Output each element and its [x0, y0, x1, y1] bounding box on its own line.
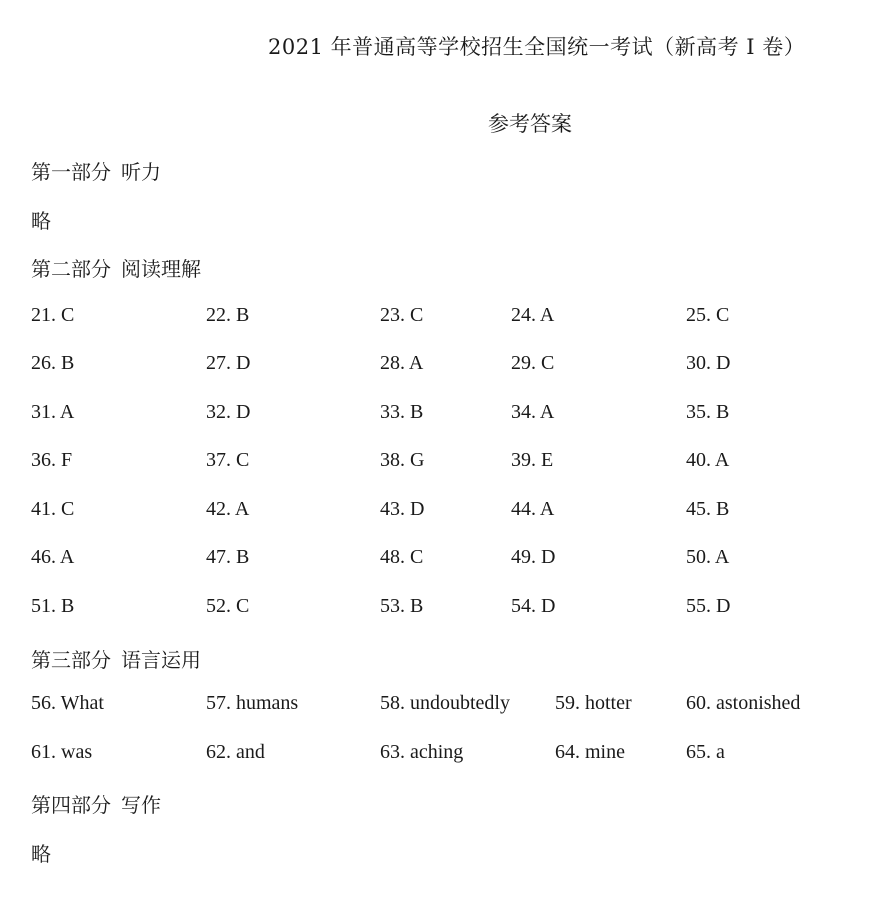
answer-item: 54. D: [511, 595, 556, 617]
answer-item: 25. C: [686, 304, 730, 326]
answer-item: 37. C: [206, 449, 250, 471]
answer-item: 56. What: [31, 692, 104, 714]
document-subtitle: 参考答案: [488, 112, 572, 136]
answer-item: 61. was: [31, 741, 93, 763]
answer-row: [0, 401, 889, 431]
section-content-omitted: 略: [31, 209, 51, 233]
answer-item: 49. D: [511, 546, 556, 568]
section-name: 听力: [121, 160, 161, 184]
section-heading-language-use: [31, 644, 201, 673]
answer-item: 32. D: [206, 401, 251, 423]
answer-item: 28. A: [380, 352, 424, 374]
answer-item: 57. humans: [206, 692, 299, 714]
answer-item: 40. A: [686, 449, 730, 471]
answer-item: 30. D: [686, 352, 731, 374]
answer-row: [0, 546, 889, 576]
answer-item: 65. a: [686, 741, 725, 763]
section-name: 写作: [121, 793, 161, 817]
section-label: 第三部分: [31, 648, 111, 672]
section-heading-reading: [31, 253, 201, 282]
answer-item: 41. C: [31, 498, 75, 520]
answer-item: 55. D: [686, 595, 731, 617]
section-label: 第一部分: [31, 160, 111, 184]
document-title: 2021 年普通高等学校招生全国统一考试（新高考 I 卷）: [268, 35, 806, 59]
section-name: 语言运用: [121, 648, 201, 672]
answer-row: [0, 449, 889, 479]
answer-item: 60. astonished: [686, 692, 801, 714]
answer-item: 64. mine: [555, 741, 625, 763]
answer-item: 31. A: [31, 401, 75, 423]
answer-item: 50. A: [686, 546, 730, 568]
answer-row: [0, 304, 889, 334]
answer-item: 63. aching: [380, 741, 464, 763]
answer-item: 48. C: [380, 546, 424, 568]
answer-row: [0, 352, 889, 382]
answer-item: 62. and: [206, 741, 265, 763]
answer-item: 24. A: [511, 304, 555, 326]
section-label: 第四部分: [31, 793, 111, 817]
answer-item: 52. C: [206, 595, 250, 617]
section-heading-listening: [31, 156, 161, 185]
answer-row: [0, 498, 889, 528]
section-label: 第二部分: [31, 257, 111, 281]
answer-item: 33. B: [380, 401, 424, 423]
section-name: 阅读理解: [121, 257, 201, 281]
section-content-omitted: 略: [31, 842, 51, 866]
answer-item: 23. C: [380, 304, 424, 326]
answer-item: 39. E: [511, 449, 554, 471]
answer-item: 38. G: [380, 449, 425, 471]
answer-item: 35. B: [686, 401, 730, 423]
answer-row: [0, 741, 889, 771]
answer-item: 21. C: [31, 304, 75, 326]
answer-item: 22. B: [206, 304, 250, 326]
answer-item: 27. D: [206, 352, 251, 374]
answer-row: [0, 595, 889, 625]
answer-item: 58. undoubtedly: [380, 692, 510, 714]
answer-row: [0, 692, 889, 722]
answer-item: 53. B: [380, 595, 424, 617]
answer-item: 43. D: [380, 498, 425, 520]
answer-item: 46. A: [31, 546, 75, 568]
answer-item: 51. B: [31, 595, 75, 617]
answer-item: 42. A: [206, 498, 250, 520]
section-heading-writing: [31, 789, 161, 818]
answer-item: 45. B: [686, 498, 730, 520]
answer-item: 36. F: [31, 449, 73, 471]
answer-item: 26. B: [31, 352, 75, 374]
answer-item: 59. hotter: [555, 692, 632, 714]
answer-item: 34. A: [511, 401, 555, 423]
answer-item: 47. B: [206, 546, 250, 568]
answer-item: 44. A: [511, 498, 555, 520]
answer-item: 29. C: [511, 352, 555, 374]
